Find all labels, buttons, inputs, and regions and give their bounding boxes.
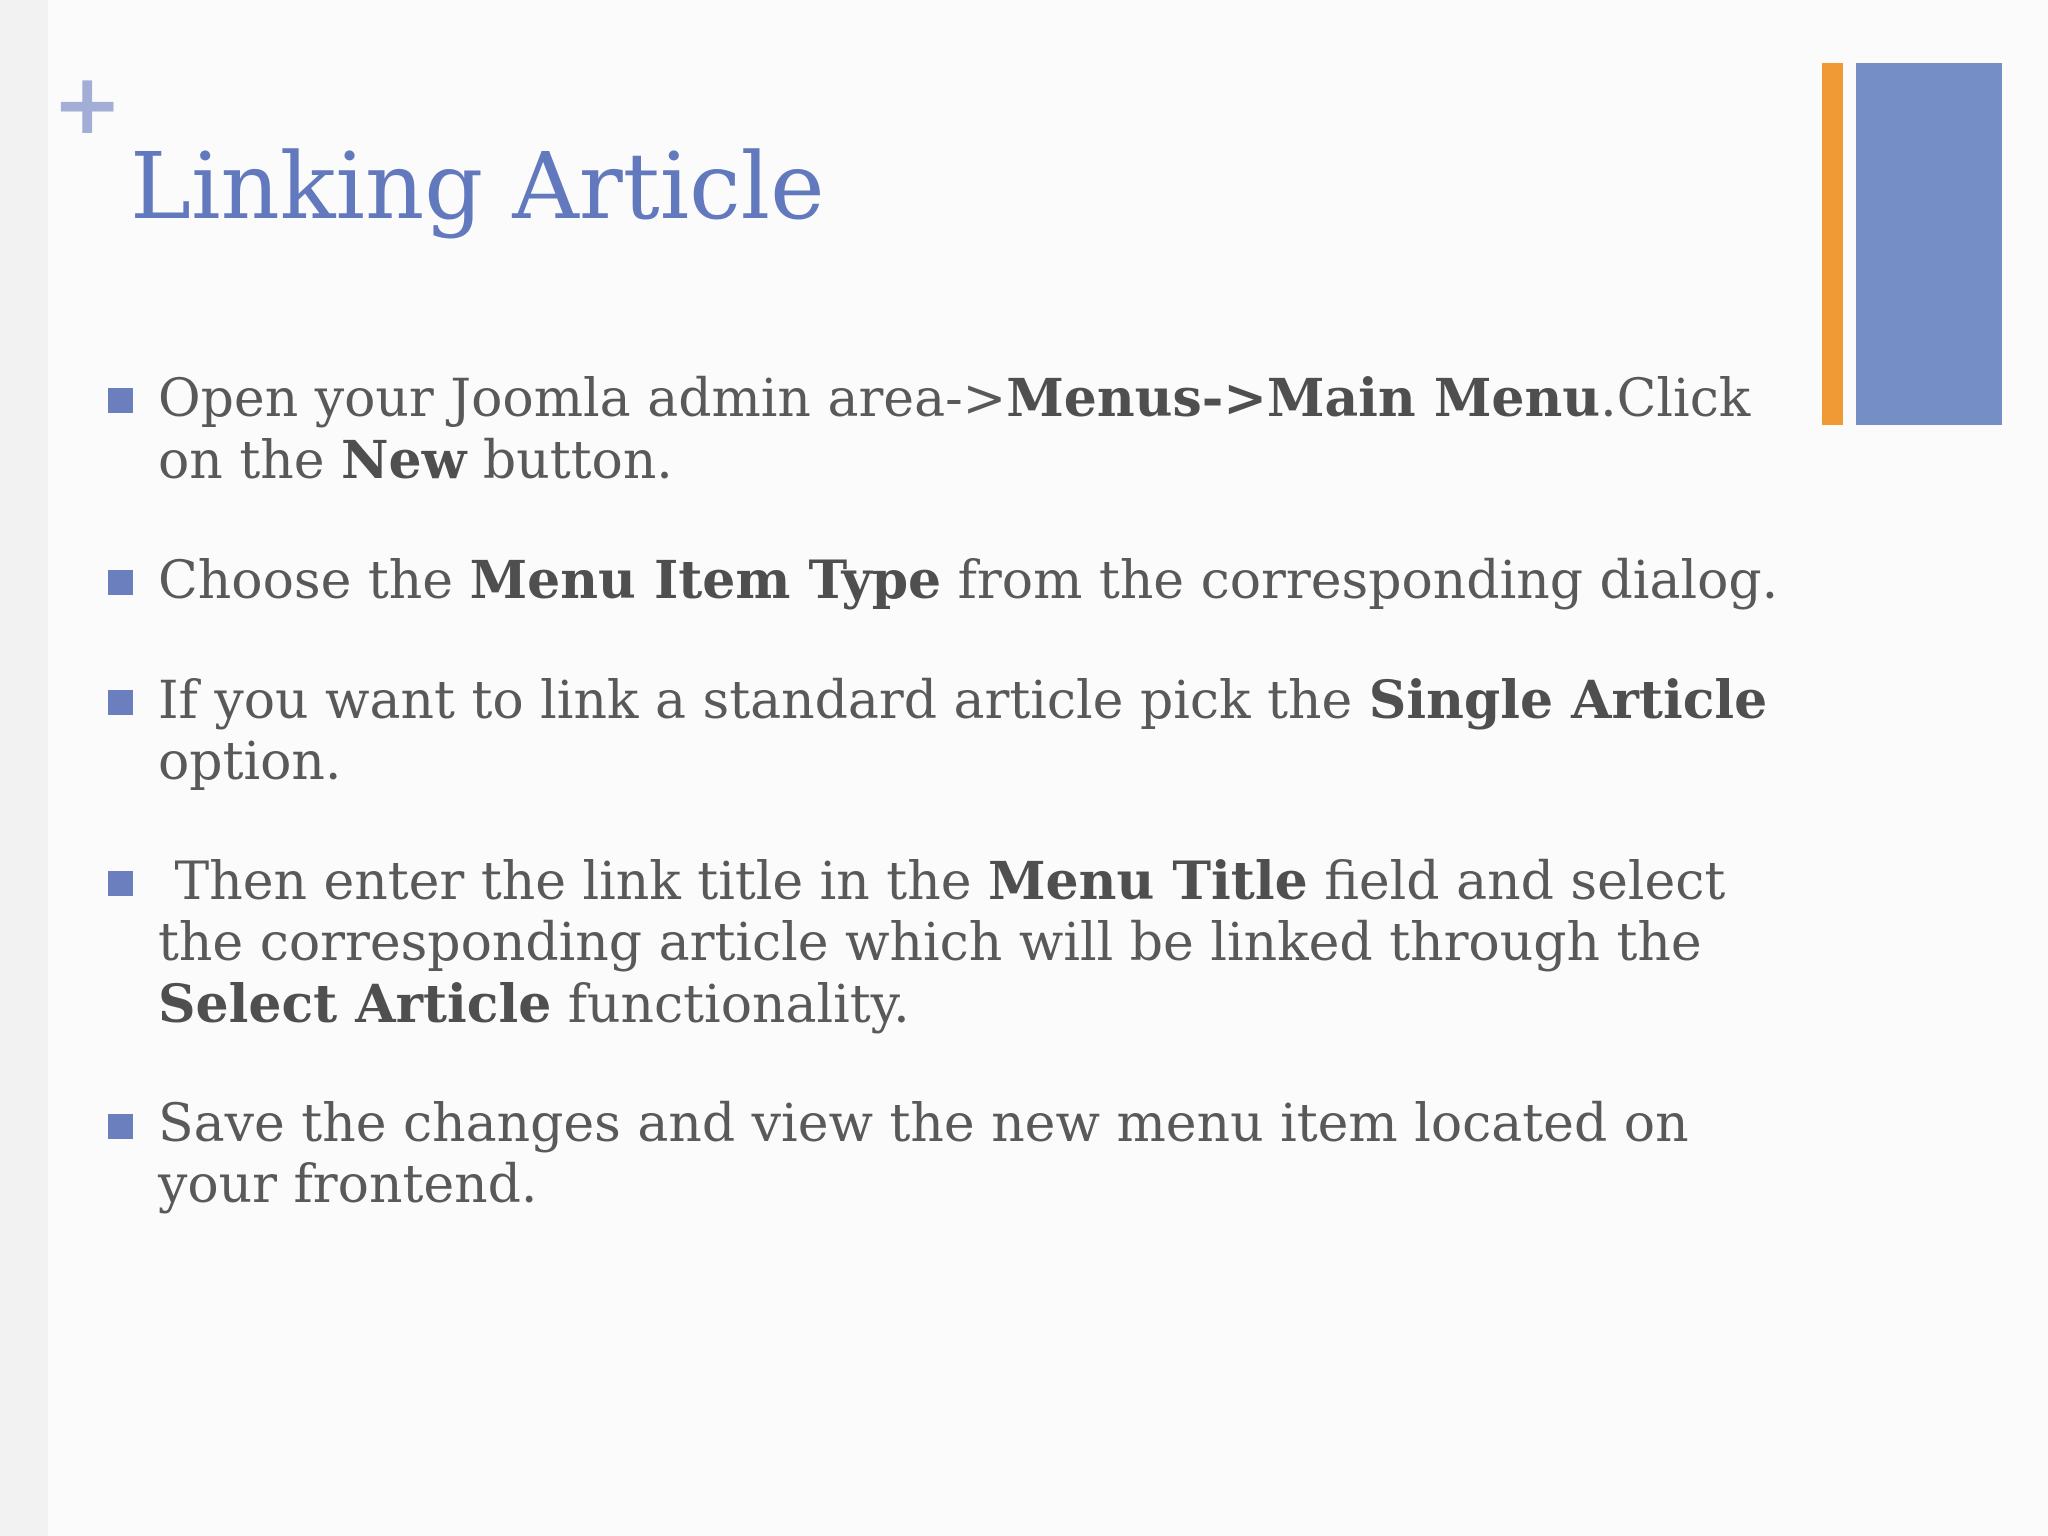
orange-accent-bar (1822, 63, 1843, 425)
text-run: field and select the corresponding article which will be linked through the (158, 852, 1726, 973)
left-margin-panel (0, 0, 48, 1536)
bullet-text (158, 852, 1725, 1035)
square-bullet-icon (108, 1114, 133, 1139)
bold-text-run: New (341, 430, 467, 491)
text-run: Choose the (158, 551, 470, 611)
text-run: from the corresponding dialog. (941, 551, 1779, 611)
bold-text-run: Select Article (158, 974, 552, 1035)
bullet-text (158, 1094, 1689, 1215)
bullet-text (158, 551, 1778, 611)
bullet-item (108, 670, 1788, 793)
bullet-item (108, 1094, 1788, 1216)
square-bullet-icon (108, 690, 133, 715)
bullet-list (108, 368, 1788, 1216)
slide-title: Linking Article (130, 133, 825, 240)
bold-text-run: Menus->Main Menu (1006, 368, 1601, 429)
bold-text-run: Menu Title (988, 851, 1308, 912)
bold-text-run: Menu Item Type (469, 550, 942, 611)
square-bullet-icon (108, 570, 133, 595)
text-run: Open your Joomla admin area-> (158, 369, 1007, 429)
text-run: Then enter the link title in the (158, 852, 988, 912)
bullet-item (108, 550, 1788, 612)
text-run: Save the changes and view the new menu item located on your frontend. (158, 1094, 1689, 1215)
text-run: If you want to link a standard article pick the (158, 671, 1369, 731)
bullet-item (108, 851, 1788, 1036)
text-run: button. (466, 431, 673, 491)
text-run: option. (158, 732, 342, 792)
bullet-text (158, 369, 1750, 491)
blue-accent-bar (1856, 63, 2002, 425)
text-run: .Click on the (158, 369, 1751, 491)
square-bullet-icon (108, 871, 133, 896)
text-run: functionality. (551, 975, 910, 1035)
bold-text-run: Single Article (1368, 670, 1768, 731)
bullet-text (158, 671, 1767, 792)
plus-icon: + (52, 55, 123, 153)
square-bullet-icon (108, 388, 133, 413)
bullet-item (108, 368, 1788, 492)
